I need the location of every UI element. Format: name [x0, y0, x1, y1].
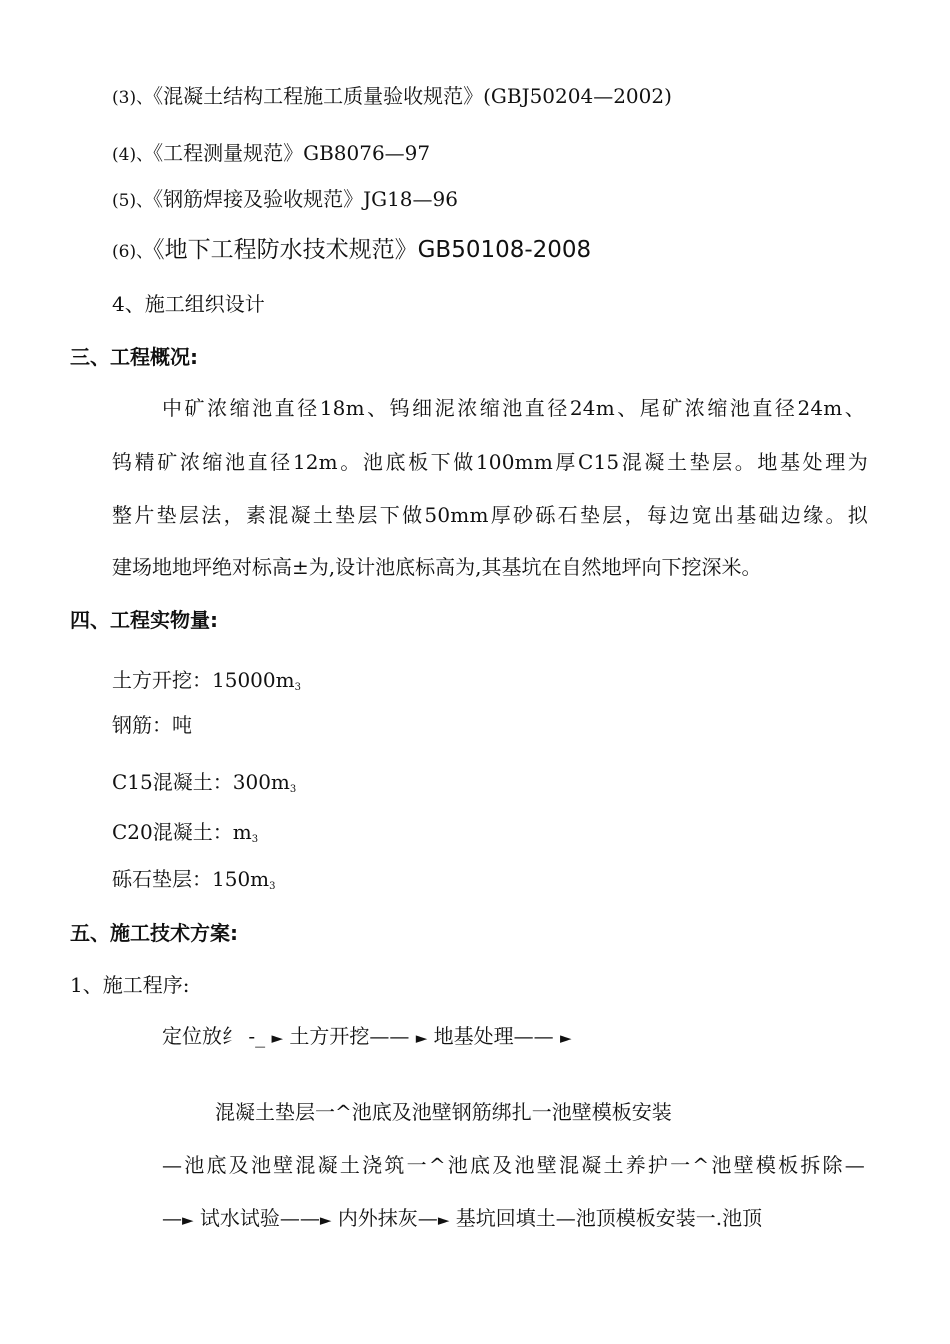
flow-line-1 [162, 1026, 572, 1046]
flow-line-3: —池底及池壁混凝土浇筑一^池底及池壁混凝土养护一^池壁模板拆除— [162, 1153, 865, 1177]
arrow-right-icon: ► [319, 1211, 332, 1229]
flow-line-4 [162, 1208, 762, 1228]
flow-line-2: 混凝土垫层一^池底及池壁钢筋绑扎一池壁模板安装 [215, 1100, 672, 1124]
reference-index: (3)、 [112, 88, 154, 108]
quantity-rebar [112, 715, 192, 735]
reference-text: 《混凝土结构工程施工质量验收规范》(GBJ50204—2002) [153, 84, 672, 108]
reference-text: 《工程测量规范》GB8076—97 [153, 141, 431, 165]
flow-step: 试水试验—— [199, 1206, 320, 1230]
section-4-heading: 四、工程实物量: [70, 608, 218, 632]
flow-step: 内外抹灰— [337, 1206, 438, 1230]
overview-line-2: 钨精矿浓缩池直径12m。池底板下做100mm厚C15混凝土垫层。地基处理为 [112, 450, 868, 474]
quantity-unit: 3 [251, 834, 259, 845]
quantity-label: 砾石垫层：150m [112, 867, 270, 891]
arrow-right-icon: ► [560, 1029, 572, 1047]
quantity-c15 [112, 770, 297, 795]
arrow-right-icon: ► [271, 1029, 284, 1047]
arrow-right-icon: ► [415, 1029, 428, 1047]
reference-text: 《地下工程防水技术规范》GB50108-2008 [153, 237, 592, 263]
reference-index: (4)、 [112, 145, 154, 165]
flow-step: 定位放纟 -_ [162, 1024, 266, 1048]
reference-index: (5)、 [112, 191, 154, 211]
reference-index: (6)、 [112, 242, 154, 262]
section-5-heading: 五、施工技术方案: [70, 921, 238, 945]
reference-6 [112, 239, 591, 262]
quantity-unit: 3 [289, 784, 297, 795]
quantity-unit: 3 [294, 682, 301, 693]
subsection-1: 1、施工程序: [70, 973, 190, 997]
flow-step: — [162, 1206, 182, 1230]
reference-4 [112, 143, 430, 164]
overview-line-3: 整片垫层法，素混凝土垫层下做50mm厚砂砾石垫层，每边宽出基础边缘。拟 [112, 503, 868, 527]
quantity-label: C20混凝土：m [112, 820, 252, 844]
flow-step: 基坑回填土—池顶模板安装一.池顶 [455, 1206, 763, 1230]
quantity-unit: 3 [269, 881, 276, 892]
quantity-gravel [112, 867, 276, 892]
reference-text: 《钢筋焊接及验收规范》JG18—96 [153, 187, 458, 211]
flow-step: 地基处理—— [433, 1024, 554, 1048]
quantity-label: 土方开挖：15000m [112, 668, 295, 692]
quantity-label: C15混凝土：300m [112, 770, 290, 794]
quantity-c20 [112, 820, 259, 845]
section-3-heading: 三、工程概况: [70, 345, 198, 369]
reference-5 [112, 189, 458, 210]
quantity-label: 钢筋：吨 [112, 713, 192, 737]
flow-step: 土方开挖—— [289, 1024, 410, 1048]
overview-line-1: 中矿浓缩池直径18m、钨细泥浓缩池直径24m、尾矿浓缩池直径24m、 [162, 396, 865, 420]
quantity-earthwork [112, 668, 301, 693]
arrow-right-icon: ► [437, 1211, 450, 1229]
arrow-right-icon: ► [182, 1211, 194, 1229]
reference-3 [112, 86, 672, 107]
item-4: 4、施工组织设计 [112, 292, 265, 316]
overview-line-4: 建场地地坪绝对标高±为,设计池底标高为,其基坑在自然地坪向下挖深米。 [112, 555, 762, 579]
